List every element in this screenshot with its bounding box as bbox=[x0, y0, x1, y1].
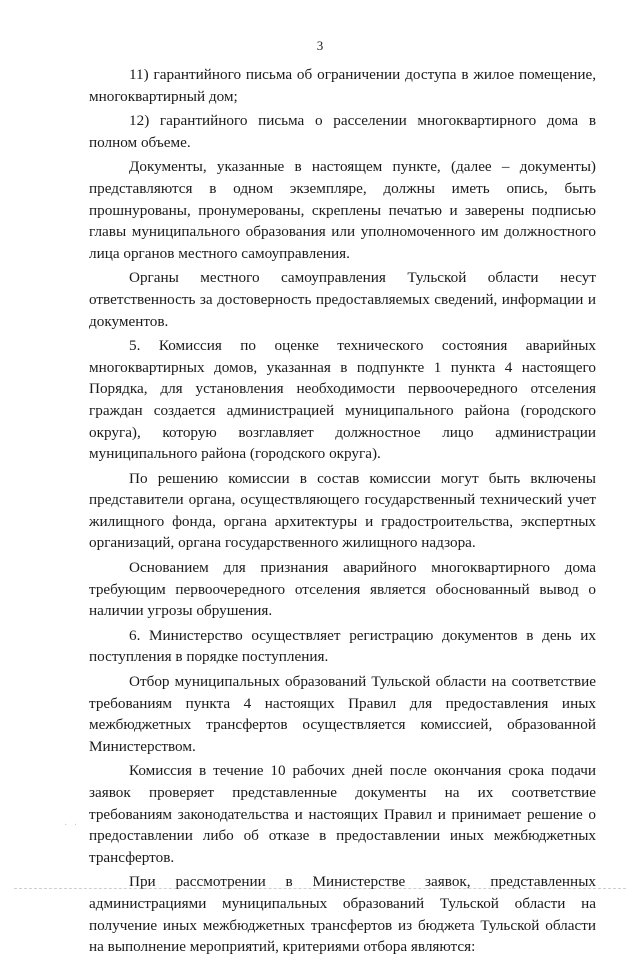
paragraph-criteria-intro: При рассмотрении в Министерстве заявок, представленных администрациями муниципальных образований Тульской области на получение иных межбюджетных трансфертов из бюджета Тульской области на выполнение мероприятий, критериями отбора являются: bbox=[89, 873, 596, 956]
paragraph-commission-review: Комиссия в течение 10 рабочих дней после окончания срока подачи заявок проверяет представленные документы на их соответствие требованиям законодательства и настоящих Правил и принимает решение о предоставлении либо об отказе в предоставлении иных межбюджетных трансфертов. bbox=[89, 762, 596, 866]
scan-artifact: · · bbox=[64, 820, 80, 831]
document-body bbox=[89, 64, 596, 961]
page-number: 3 bbox=[316, 38, 324, 53]
paragraph-commission-members: По решению комиссии в состав комиссии могут быть включены представители органа, осуществляющего государственный технический учет жилищного фонда, органа архитектуры и градостроительства, экспертных организаций, органа государственного жилищного надзора. bbox=[89, 469, 596, 552]
paragraph-item-12: 12) гарантийного письма о расселении многоквартирного дома в полном объеме. bbox=[89, 112, 596, 151]
scan-edge-line bbox=[14, 888, 626, 891]
paragraph-clause-6: 6. Министерство осуществляет регистрацию документов в день их поступления в порядке поступления. bbox=[89, 626, 596, 666]
paragraph-selection: Отбор муниципальных образований Тульской области на соответствие требованиям пункта 4 настоящих Правил для предоставления иных межбюджетных трансфертов осуществляется комиссией, образованной Министерством. bbox=[89, 673, 596, 755]
paragraph-documents-requirements: Документы, указанные в настоящем пункте, (далее – документы) представляются в одном экземпляре, должны иметь опись, быть прошнурованы, пронумерованы, скреплены печатью и заверены подписью главы муниципального образования или уполномоченного им должностного лица органов местного самоуправления. bbox=[89, 158, 596, 262]
paragraph-grounds: Основанием для признания аварийного многоквартирного дома требующим первоочередного отселения является обоснованный вывод о наличии угрозы обрушения. bbox=[89, 559, 596, 620]
paragraph-clause-5: 5. Комиссия по оценке технического состояния аварийных многоквартирных домов, указанная в подпункте 1 пункта 4 настоящего Порядка, для установления необходимости первоочередного отселения граждан создается администрацией муниципального района (городского округа), которую возглавляет должностное лицо администрации муниципального района (городского округа). bbox=[89, 337, 596, 463]
paragraph-responsibility: Органы местного самоуправления Тульской области несут ответственность за достоверность предоставляемых сведений, информации и документов. bbox=[89, 269, 596, 330]
paragraph-item-11: 11) гарантийного письма об ограничении доступа в жилое помещение, многоквартирный дом; bbox=[89, 66, 596, 105]
